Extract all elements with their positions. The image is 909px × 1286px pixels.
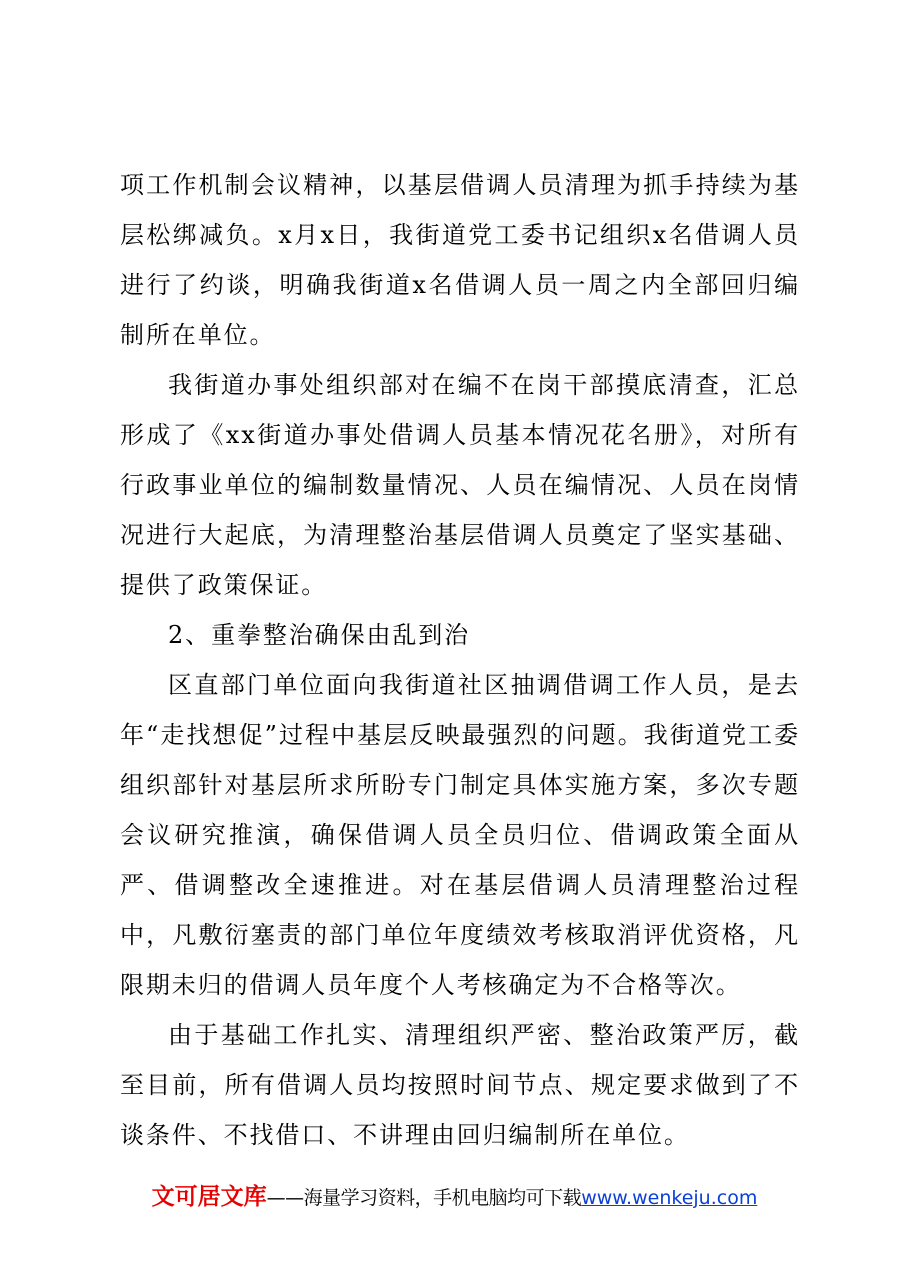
- paragraph-result: 由于基础工作扎实、清理组织严密、整治政策严厉，截至目前，所有借调人员均按照时间节点、规定要求做到了不谈条件、不找借口、不讲理由回归编制所在单位。: [120, 1021, 800, 1149]
- paragraph-continuation: 项工作机制会议精神，以基层借调人员清理为抓手持续为基层松绑减负。x月x日，我街道党工委书记组织x名借调人员进行了约谈，明确我街道x名借调人员一周之内全部回归编制所在单位。: [120, 171, 800, 349]
- section-heading: 2、重拳整治确保由乱到治: [168, 621, 471, 649]
- paragraph-rectification: 区直部门单位面向我街道社区抽调借调工作人员，是去年“走找想促”过程中基层反映最强烈的问题。我街道党工委组织部针对基层所求所盼专门制定具体实施方案，多次专题会议研究推演，确保借调人员全员归位、借调政策全面从严、借调整改全速推进。对在基层借调人员清理整治过程中，凡敷衍塞责的部门单位年度绩效考核取消评优资格，凡限期未归的借调人员年度个人考核确定为不合格等次。: [120, 671, 800, 999]
- document-body: [120, 160, 800, 1160]
- brand-name: 文可居文库: [151, 1184, 267, 1210]
- website-link[interactable]: www.wenkeju.com: [581, 1187, 758, 1209]
- footer-banner: [0, 1178, 909, 1211]
- paragraph-roster-check: 我街道办事处组织部对在编不在岗干部摸底清查，汇总形成了《xx街道办事处借调人员基本情况花名册》，对所有行政事业单位的编制数量情况、人员在编情况、人员在岗情况进行大起底，为清理整治基层借调人员奠定了坚实基础、提供了政策保证。: [120, 371, 800, 599]
- footer-tagline: ——海量学习资料，手机电脑均可下载: [266, 1187, 582, 1209]
